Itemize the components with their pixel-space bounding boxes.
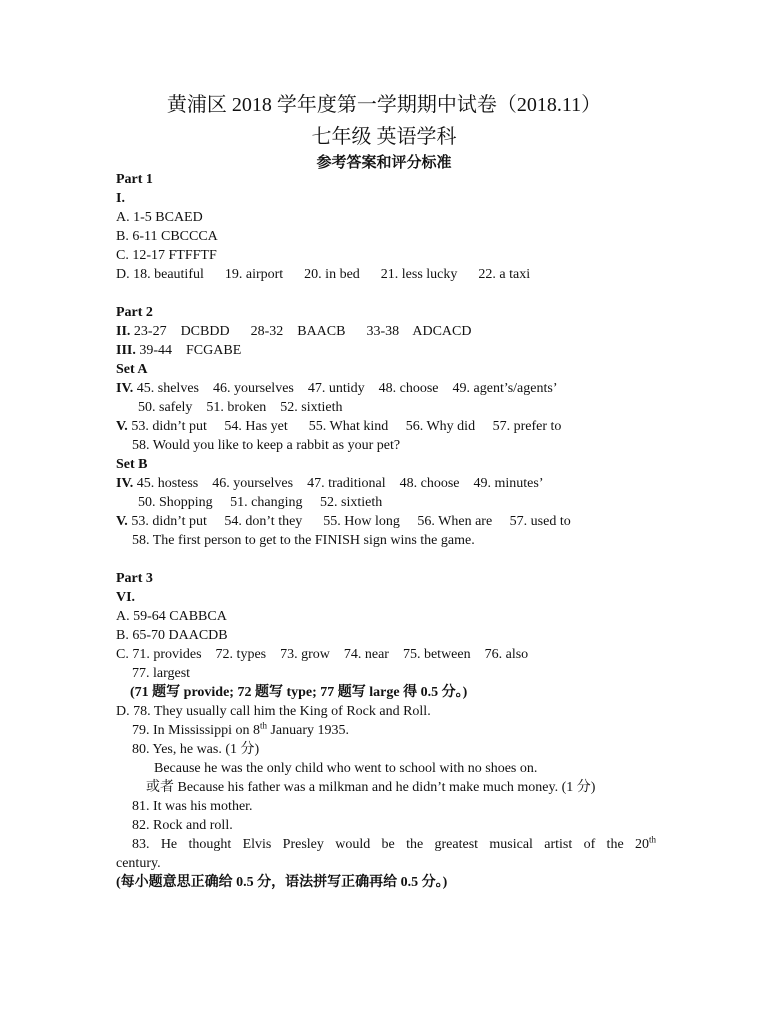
part3-answer-81: 81. It was his mother. [132,799,253,814]
set-b-iv-line2: 50. Shopping 51. changing 52. sixtieth [138,495,383,510]
set-a-v-line1 [116,417,656,436]
set-b-iv-line1 [116,474,656,493]
part3-answer-83-cont: century. [116,856,161,871]
part2-heading: Part 2 [116,305,153,320]
part1-answer-c: C. 12-17 FTFFTF [116,248,217,263]
section-iii-label: III. [116,343,136,358]
answer-83-ordinal: th [648,834,656,845]
set-b-heading: Set B [116,457,148,472]
part3-answer-82: 82. Rock and roll. [132,818,233,833]
set-a-v-line2: 58. Would you like to keep a rabbit as your pet? [132,438,401,453]
section-ii-line [116,322,656,341]
part1-answer-a: A. 1-5 BCAED [116,210,203,225]
part3-answer-a: A. 59-64 CABBCA [116,609,227,624]
page-subtitle: 七年级 英语学科 [311,126,457,148]
page-subheading: 参考答案和评分标准 [316,155,452,171]
part3-answer-78: D. 78. They usually call him the King of Rock and Roll. [116,704,431,719]
section-vi-label: VI. [116,590,136,605]
set-a-v-label: V. [116,419,128,434]
spacer [116,550,656,569]
set-a-v-answers: 53. didn’t put 54. Has yet 55. What kind 56. Why did 57. prefer to [127,419,562,434]
part3-answer-79 [116,721,656,740]
part3-c-scoring-note: (71 题写 provide; 72 题写 type; 77 题写 large 得 0.5 分。) [130,685,468,700]
set-a-iv-answers: 45. shelves 46. yourselves 47. untidy 48. choose 49. agent’s/agents’ [133,381,558,396]
set-b-iv-label: IV. [116,476,134,491]
part1-heading: Part 1 [116,172,153,187]
set-b-v-label: V. [116,514,128,529]
part3-answer-80-reason1: Because he was the only child who went to school with no shoes on. [154,761,538,776]
set-b-v-line2: 58. The first person to get to the FINISH sign wins the game. [132,533,475,548]
answer-content [116,170,656,892]
part3-answer-80: 80. Yes, he was. (1 分) [132,742,260,757]
part1-answer-b: B. 6-11 CBCCCA [116,229,218,244]
section-iii-answers: 39-44 FCGABE [135,343,242,358]
set-b-v-answers: 53. didn’t put 54. don’t they 55. How long 56. When are 57. used to [127,514,571,529]
set-a-iv-label: IV. [116,381,134,396]
section-iii-line [116,341,656,360]
part3-answer-80-reason2: 或者 Because his father was a milkman and he didn’t make much money. (1 分) [146,780,596,795]
set-b-iv-answers: 45. hostess 46. yourselves 47. traditional 48. choose 49. minutes’ [133,476,544,491]
part3-answer-83 [116,835,656,854]
answer-79-text: 79. In Mississippi on 8 [132,723,260,738]
set-a-iv-line1 [116,379,656,398]
set-a-iv-line2: 50. safely 51. broken 52. sixtieth [138,400,343,415]
part3-heading: Part 3 [116,571,153,586]
page-title: 黄浦区 2018 学年度第一学期期中试卷（2018.11） [166,94,602,116]
part3-scoring-note: (每小题意思正确给 0.5 分，语法拼写正确再给 0.5 分。) [116,875,448,890]
set-a-heading: Set A [116,362,148,377]
section-i-label: I. [116,191,125,206]
answer-79-date: January 1935. [266,723,350,738]
spacer [116,284,656,303]
section-ii-answers: 23-27 DCBDD 28-32 BAACB 33-38 ADCACD [130,324,472,339]
set-b-v-line1 [116,512,656,531]
part3-answer-c-line2: 77. largest [132,666,191,681]
part3-answer-b: B. 65-70 DAACDB [116,628,228,643]
part1-answer-d: D. 18. beautiful 19. airport 20. in bed 21. less lucky 22. a taxi [116,267,531,282]
answer-83-text: 83. He thought Elvis Presley would be the greatest musical artist of the 20 [132,837,649,852]
part3-answer-c-line1: C. 71. provides 72. types 73. grow 74. near 75. between 76. also [116,647,529,662]
answer-79-ordinal: th [259,720,267,731]
section-ii-label: II. [116,324,131,339]
